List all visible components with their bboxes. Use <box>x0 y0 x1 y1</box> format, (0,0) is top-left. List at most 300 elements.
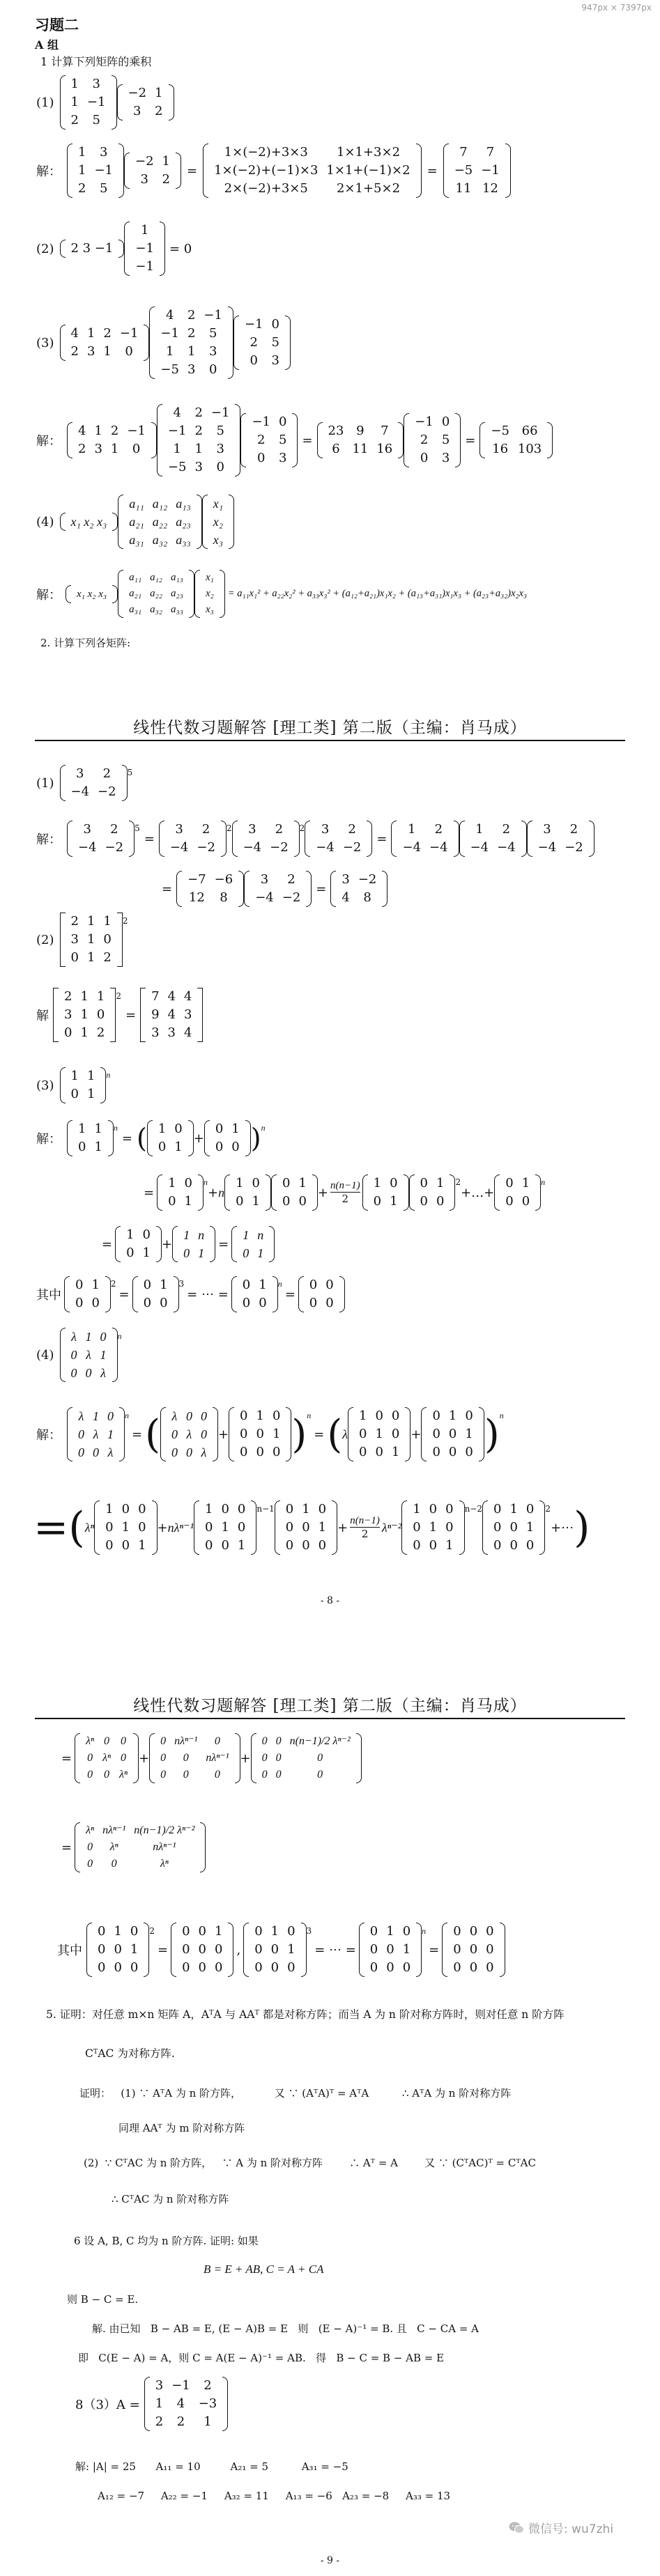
matrix-cell: 0 <box>359 1427 367 1441</box>
matrix-cell: λ <box>86 1348 91 1362</box>
nilpotent-note-3: 其中 0 1 0 0 0 1 0 0 0 2 = 0 0 1 0 0 0 0 0 0 , 0 1 0 0 0 1 0 0 0 3 = ⋯ = 0 1 0 0 0 1 0 0 0 n = 0 0 0 0 0 0 0 0 0 <box>57 1923 505 1977</box>
fraction-denominator: 2 <box>361 1528 369 1540</box>
matrix-cell: 1 <box>173 442 181 456</box>
proof-5-part1: 证明： (1) ∵ AᵀA 为 n 阶方阵， 又 ∵ (AᵀA)ᵀ = AᵀA ∴ AᵀA 为 n 阶对称方阵 <box>79 2087 512 2100</box>
question-5-line2: CᵀAC 为对称方阵. <box>85 2047 175 2060</box>
matrix <box>442 1923 505 1977</box>
matrix-cell: 2 <box>204 2378 212 2393</box>
row-vector <box>66 585 118 603</box>
matrix-cell: 12 <box>188 890 205 905</box>
matrix-cell: λⁿ <box>86 1735 95 1747</box>
matrix <box>75 1822 206 1872</box>
problem-number: (3) <box>36 335 54 350</box>
matrix-cell: 0 <box>231 1140 240 1154</box>
matrix-cell: 0 <box>436 1194 445 1209</box>
problem-1-4 <box>36 495 234 549</box>
matrix-cell: −2 <box>342 840 362 855</box>
matrix-cell: −1 <box>204 308 222 323</box>
matrix-cell: 0 <box>441 414 450 429</box>
matrix-cell: 0 <box>375 1445 383 1459</box>
matrix-cell: 0 <box>215 1942 223 1957</box>
matrix <box>330 871 387 907</box>
matrix-cell: 0 <box>369 1960 378 1975</box>
matrix-cell: 0 <box>185 1445 192 1459</box>
matrix <box>132 1276 179 1312</box>
matrix <box>176 871 244 907</box>
question-8 <box>75 2377 228 2431</box>
matrix-cell: 2 <box>187 326 196 341</box>
matrix-cell: 0 <box>160 1296 168 1310</box>
exponent: n <box>277 1278 282 1289</box>
matrix-cell: 0 <box>114 1942 122 1957</box>
row-vector-text: x₁ x₂ x₃ <box>77 588 107 600</box>
result: = 0 <box>169 241 192 256</box>
matrix-cell: 66 <box>521 424 538 438</box>
matrix-cell: 7 <box>486 145 495 160</box>
matrix-cell: nλⁿ⁻¹ <box>174 1735 198 1747</box>
problem-1-2 <box>36 222 192 276</box>
matrix-cell: 0 <box>91 1296 100 1310</box>
row-vector-text: 2 3 −1 <box>70 241 114 256</box>
matrix-cell: 9 <box>356 424 364 438</box>
matrix-cell: 3 <box>155 2378 164 2393</box>
matrix-cell: 0 <box>369 1924 378 1939</box>
matrix-cell: n(n−1)/2 λⁿ⁻² <box>289 1735 351 1747</box>
matrix-cell: 0 <box>509 1538 518 1553</box>
matrix-cell: 0 <box>171 1445 178 1459</box>
row-vector-text: x₁ x₂ x₃ <box>70 515 107 529</box>
matrix-cell: 11 <box>352 442 369 456</box>
matrix <box>157 404 241 476</box>
matrix-cell: 0 <box>486 1924 494 1939</box>
matrix-cell: 1×(−2)+3×3 <box>224 145 308 160</box>
matrix-cell: 0 <box>215 1140 224 1154</box>
problem-number: (4) <box>36 1347 54 1363</box>
matrix-cell: 0 <box>432 1445 440 1459</box>
matrix-cell: 5 <box>92 113 100 127</box>
matrix-cell: 1 <box>259 1278 267 1292</box>
matrix-cell: 0 <box>302 1538 310 1553</box>
matrix-cell: a₃₁ <box>129 533 144 547</box>
problem-2-3 <box>36 1067 110 1103</box>
matrix-cell: λⁿ <box>119 1769 128 1780</box>
solution-2-2: 解 2 1 1 3 1 0 0 1 2 2 = 7 4 4 9 4 3 3 3 4 <box>36 988 203 1042</box>
matrix-cell: 1 <box>386 1924 394 1939</box>
matrix-cell: 2×1+5×2 <box>336 181 401 196</box>
solution-2-1-cont: = −7 −6 12 8 3 2 −4 −2 = 3 −2 4 8 <box>162 871 387 907</box>
matrix-cell: 0 <box>486 1942 494 1957</box>
problem-2-4 <box>36 1328 122 1382</box>
matrix-cell: 1 <box>86 326 95 341</box>
matrix-cell: −4 <box>402 840 422 855</box>
matrix-cell: 0 <box>445 1520 454 1535</box>
exponent: n <box>307 1410 312 1420</box>
matrix-cell: 5 <box>279 433 287 447</box>
matrix-cell: 7 <box>151 989 160 1004</box>
matrix-cell: 0 <box>493 1502 502 1516</box>
matrix-cell: 3 <box>248 822 256 837</box>
exponent: 2 <box>116 991 121 1001</box>
matrix-cell: 1 <box>184 1194 192 1209</box>
matrix <box>67 143 124 198</box>
matrix-cell: 1 <box>373 1176 382 1190</box>
matrix-cell: 0 <box>391 1409 400 1423</box>
exponent: n <box>499 1410 504 1420</box>
matrix <box>67 422 157 458</box>
matrix <box>359 1923 422 1977</box>
matrix-cell: 1 <box>70 77 79 91</box>
matrix-cell: 2 <box>187 308 196 323</box>
page-header: 线性代数习题解答 [理工类] 第二版（主编：肖马成） <box>133 1697 527 1715</box>
matrix-cell: 3 <box>167 1025 176 1040</box>
solution-1-4 <box>36 570 527 618</box>
matrix-cell: 4 <box>173 405 181 420</box>
solution-label: 解 <box>36 1009 49 1023</box>
matrix-cell: 0 <box>453 1960 461 1975</box>
matrix-cell: 3 <box>92 77 100 91</box>
matrix-cell: 1×1+3×2 <box>336 145 401 160</box>
group-label: A 组 <box>35 38 59 52</box>
matrix-cell: a₂₁ <box>129 515 144 529</box>
matrix-cell: 1 <box>509 1502 518 1516</box>
matrix-cell: 0 <box>375 1409 383 1423</box>
matrix-cell: 1 <box>221 1520 229 1535</box>
matrix <box>404 413 461 467</box>
matrix-cell: 0 <box>70 950 79 965</box>
matrix-cell: 0 <box>254 1942 263 1957</box>
matrix-cell: 0 <box>505 1176 514 1190</box>
matrix-cell: 0 <box>275 1769 282 1780</box>
matrix-cell: −1 <box>171 2378 190 2393</box>
matrix-cell: 2 <box>569 822 578 837</box>
matrix-cell: 0 <box>121 1502 130 1516</box>
question-6-claim: 则 B − C = E. <box>67 2293 139 2306</box>
matrix-cell: 1 <box>94 1122 102 1136</box>
matrix-cell: 3 <box>94 442 102 456</box>
matrix-cell: 0 <box>302 1520 310 1535</box>
matrix-cell: −1 <box>252 414 270 429</box>
matrix-cell: 0 <box>261 1769 268 1780</box>
matrix <box>275 1500 337 1555</box>
matrix-cell: a₃₃ <box>176 533 191 547</box>
matrix-cell: 0 <box>317 1769 323 1780</box>
matrix-cell: n <box>198 1228 205 1242</box>
matrix-cell: 0 <box>261 1735 268 1747</box>
matrix <box>124 222 165 276</box>
matrix-cell: 0 <box>250 353 258 368</box>
matrix-cell: 1 <box>413 1502 421 1516</box>
matrix-cell: 2 <box>194 424 203 438</box>
matrix <box>231 1276 278 1312</box>
matrix-cell: n(n−1)/2 λⁿ⁻² <box>134 1824 195 1836</box>
matrix <box>67 821 135 857</box>
matrix-cell: 1 <box>160 1278 168 1292</box>
matrix-cell: 0 <box>237 1520 246 1535</box>
matrix-cell: a₁₁ <box>129 572 142 583</box>
matrix-cell: 0 <box>216 460 224 474</box>
matrix-cell: x₂ <box>205 588 214 599</box>
matrix-cell: 1 <box>204 1502 213 1516</box>
problem-number: (1) <box>36 95 54 110</box>
matrix <box>232 821 300 857</box>
matrix-cell: 0 <box>105 1538 114 1553</box>
matrix-cell: 1 <box>121 1520 130 1535</box>
matrix-cell: 0 <box>469 1924 478 1939</box>
matrix-cell: −2 <box>358 872 377 887</box>
matrix-cell: 0 <box>469 1960 478 1975</box>
matrix <box>160 1407 218 1461</box>
ellipsis: +…+ <box>461 1185 495 1200</box>
matrix-cell: 1 <box>94 424 102 438</box>
matrix-cell: 1 <box>429 1520 438 1535</box>
matrix <box>194 1500 256 1555</box>
matrix-cell: −2 <box>270 840 289 855</box>
page-number: - 9 - <box>320 2555 340 2566</box>
matrix-cell: 3 <box>194 460 203 474</box>
nilpotent-note: 其中 0 1 0 0 2 = 0 1 0 0 3 = ⋯ = 0 1 0 0 n = 0 0 0 0 <box>36 1276 345 1312</box>
matrix-cell: −5 <box>454 163 473 178</box>
matrix-cell: 9 <box>151 1007 160 1022</box>
matrix-cell: 0 <box>309 1296 318 1310</box>
matrix-cell: 4 <box>341 890 350 905</box>
matrix-cell: 1 <box>155 86 163 100</box>
problem-number: (4) <box>36 514 54 529</box>
matrix-cell: −6 <box>214 872 233 887</box>
matrix <box>271 1174 318 1211</box>
matrix-cell: 0 <box>158 1140 167 1154</box>
exponent: 2 <box>455 1177 461 1187</box>
matrix-cell: 2 <box>275 822 284 837</box>
matrix-cell: 3 <box>543 822 551 837</box>
matrix-cell: 1 <box>215 1924 223 1939</box>
matrix-cell: 0 <box>309 1278 318 1292</box>
matrix-cell: 1 <box>155 2396 164 2411</box>
problem-number: (2) <box>36 932 54 947</box>
matrix-cell: 0 <box>254 1924 263 1939</box>
matrix-cell: 0 <box>259 1296 267 1310</box>
matrix-cell: 1 <box>80 1007 89 1022</box>
matrix-cell: 1 <box>110 442 119 456</box>
matrix <box>149 307 233 379</box>
matrix-cell: 0 <box>130 1960 139 1975</box>
where-label: 其中 <box>36 1288 61 1303</box>
image-size-label: 947px × 7397px <box>581 3 652 13</box>
matrix-cell: 1 <box>465 1427 473 1441</box>
matrix-cell: x₂ <box>213 515 224 529</box>
matrix-cell: 0 <box>369 1942 378 1957</box>
matrix-cell: 2 <box>102 766 112 781</box>
matrix <box>53 988 116 1042</box>
matrix <box>149 1733 240 1783</box>
matrix-cell: 1 <box>78 1122 86 1136</box>
matrix-cell: 0 <box>242 1278 251 1292</box>
matrix-cell: 0 <box>107 1409 114 1423</box>
matrix <box>409 1174 456 1211</box>
matrix-cell: x₁ <box>205 572 214 583</box>
matrix <box>231 1226 275 1262</box>
matrix-cell: 0 <box>298 1194 307 1209</box>
matrix-cell: 0 <box>160 1752 167 1764</box>
exponent: 2 <box>299 823 305 833</box>
matrix-cell: 2 <box>250 335 258 350</box>
matrix-cell: 0 <box>221 1502 229 1516</box>
matrix-cell: 1 <box>318 1520 327 1535</box>
matrix-cell: 0 <box>85 1366 92 1380</box>
matrix <box>421 1407 484 1461</box>
solution-2-4: 解： λ 1 0 0 λ 1 0 0 λ n = ( λ 0 0 0 λ 0 0 0 λ + 0 1 0 0 0 1 0 0 0 ) n = ( λ 1 0 0 0 1 0 0 0 1 + 0 1 0 0 0 1 0 0 0 ) n <box>36 1407 504 1461</box>
matrix-cell: 1 <box>408 822 416 837</box>
matrix-cell: 1 <box>231 1122 240 1136</box>
matrix-cell: 3 <box>279 451 287 465</box>
problem-number: (1) <box>36 775 54 791</box>
matrix <box>171 1923 233 1977</box>
matrix-cell: 0 <box>142 1227 151 1242</box>
where-label: 其中 <box>57 1943 82 1958</box>
matrix <box>229 1407 291 1461</box>
matrix-cell: 0 <box>325 1278 334 1292</box>
matrix <box>147 1120 194 1156</box>
matrix <box>240 413 298 467</box>
matrix-cell: −1 <box>119 326 139 341</box>
solution-1-3: 解： 4 1 2 −1 2 3 1 0 4 2 −1 −1 2 5 1 1 3 −5 3 0 −1 0 2 5 0 3 = 23 9 7 6 11 16 −1 0 2 5 0 3 = −5 66 16 103 <box>36 404 553 476</box>
matrix-cell: 0 <box>486 1960 494 1975</box>
matrix-cell: 8 <box>220 890 228 905</box>
matrix-cell: 0 <box>240 1427 248 1441</box>
matrix-cell: 1 <box>86 914 95 929</box>
matrix-cell: λⁿ <box>109 1841 118 1853</box>
matrix-cell: 0 <box>70 1348 77 1362</box>
matrix-cell: −4 <box>470 840 489 855</box>
matrix-cell: 0 <box>125 344 133 359</box>
matrix-cell: 2 <box>201 822 210 837</box>
result-sum: = λⁿ 0 0 0 λⁿ 0 0 0 λⁿ + 0 nλⁿ⁻¹ 0 0 0 nλⁿ⁻¹ 0 0 0 + 0 0 n(n−1)/2 λⁿ⁻² 0 0 0 0 0 0 <box>61 1733 362 1783</box>
matrix-cell: 3 <box>76 766 84 781</box>
matrix-cell: 0 <box>96 1007 105 1022</box>
matrix <box>60 325 150 361</box>
matrix <box>60 1328 118 1382</box>
matrix-cell: 1 <box>390 1194 398 1209</box>
proof-5-part1b: 同理 AAᵀ 为 m 阶对称方阵 <box>118 2122 245 2134</box>
matrix-cell: 0 <box>98 1960 106 1975</box>
matrix-cell: 0 <box>130 1924 139 1939</box>
matrix-cell: 6 <box>332 442 340 456</box>
matrix-cell: 0 <box>160 1769 167 1780</box>
matrix-cell: 2 <box>155 2414 164 2429</box>
matrix <box>317 422 404 458</box>
matrix-cell: 2 <box>78 181 86 196</box>
question-6-equation: B = E + AB, C = A + CA <box>204 2263 324 2276</box>
matrix-cell: 0 <box>208 362 217 377</box>
matrix <box>124 153 181 189</box>
fraction-numerator: n(n−1) <box>330 1180 360 1191</box>
matrix-cell: a₂₂ <box>152 515 168 529</box>
matrix-cell: 0 <box>183 1769 189 1780</box>
exponent: 2 <box>122 916 128 926</box>
matrix <box>362 1174 409 1211</box>
matrix-cell: n <box>257 1228 264 1242</box>
matrix-cell: 0 <box>420 1194 428 1209</box>
matrix-cell: 1 <box>80 1025 89 1040</box>
matrix-cell: 0 <box>359 1445 367 1459</box>
matrix-cell: 1 <box>174 1140 183 1154</box>
matrix-cell: 4 <box>167 1007 176 1022</box>
matrix-cell: −2 <box>282 890 301 905</box>
matrix-cell: 4 <box>70 326 79 341</box>
matrix-cell: 0 <box>182 1924 190 1939</box>
matrix-cell: λⁿ <box>102 1752 112 1764</box>
solution-6-line2: 即 C(E − A) = A，则 C = A(E − A)⁻¹ = AB. 得 B − C = B − AB = E <box>78 2352 445 2364</box>
matrix-cell: a₁₃ <box>176 497 191 511</box>
exponent: 2 <box>545 1504 551 1514</box>
matrix-cell: 0 <box>509 1520 518 1535</box>
matrix-cell: 1 <box>70 95 79 109</box>
matrix-cell: 0 <box>111 1858 117 1870</box>
matrix-cell: 0 <box>525 1538 535 1553</box>
matrix-cell: 0 <box>256 1427 264 1441</box>
matrix-cell: 0 <box>272 1409 281 1423</box>
page-header: 线性代数习题解答 [理工类] 第二版（主编：肖马成） <box>133 719 527 737</box>
matrix-cell: 0 <box>70 1366 77 1380</box>
matrix-cell: 0 <box>386 1960 394 1975</box>
matrix-cell: 1 <box>525 1520 535 1535</box>
matrix-cell: 1 <box>402 1942 411 1957</box>
matrix-cell: 0 <box>114 1960 122 1975</box>
exponent: n <box>261 1122 266 1133</box>
matrix-cell: 0 <box>185 1409 192 1423</box>
solution-6-line1: 解. 由已知 B − AB = E, (E − A)B = E 则 (E − A)⁻¹ = B. 且 C − CA = A <box>92 2322 479 2335</box>
matrix <box>67 1407 125 1461</box>
matrix-cell: 0 <box>453 1924 461 1939</box>
matrix-cell: 0 <box>132 442 141 456</box>
matrix-cell: −4 <box>316 840 335 855</box>
matrix-cell: 2 <box>103 950 112 965</box>
matrix-cell: 3 <box>70 932 79 947</box>
matrix-cell: 1 <box>105 1502 114 1516</box>
solution-label: 解： <box>36 832 61 847</box>
matrix-cell: 0 <box>126 1246 135 1260</box>
row-vector <box>60 513 118 531</box>
matrix-cell: x₃ <box>213 533 224 547</box>
matrix-cell: 4 <box>176 2396 185 2411</box>
problem-1-3 <box>36 307 291 379</box>
matrix <box>140 988 203 1042</box>
row-vector <box>60 240 125 258</box>
matrix <box>118 570 194 618</box>
coefficient: n <box>218 1185 225 1200</box>
matrix-cell: x₁ <box>213 497 224 511</box>
matrix <box>144 2377 229 2431</box>
matrix-cell: 1 <box>162 154 170 169</box>
matrix <box>459 821 527 857</box>
matrix-cell: −7 <box>187 872 206 887</box>
matrix-cell: −1 <box>210 405 230 420</box>
matrix-cell: −4 <box>243 840 262 855</box>
matrix-cell: 3 <box>100 145 108 160</box>
matrix-cell: −5 <box>160 362 179 377</box>
exponent: n <box>204 1177 208 1187</box>
matrix <box>391 821 459 857</box>
proof-5-part2: (2) ∵ CᵀAC 为 n 阶方阵， ∵ A 为 n 阶对称方阵 ∴ Aᵀ = A 又 ∵ (CᵀAC)ᵀ = CᵀAC <box>84 2157 536 2169</box>
matrix <box>67 1120 114 1156</box>
matrix-cell: 2 <box>78 442 86 456</box>
matrix <box>298 1276 345 1312</box>
matrix-cell: 0 <box>237 1502 246 1516</box>
matrix-cell: 0 <box>75 1278 84 1292</box>
matrix-cell: 3 <box>321 822 330 837</box>
matrix-cell: −1 <box>86 95 106 109</box>
matrix-cell: a₃₃ <box>171 604 183 615</box>
matrix-cell: 1 <box>86 1087 95 1101</box>
